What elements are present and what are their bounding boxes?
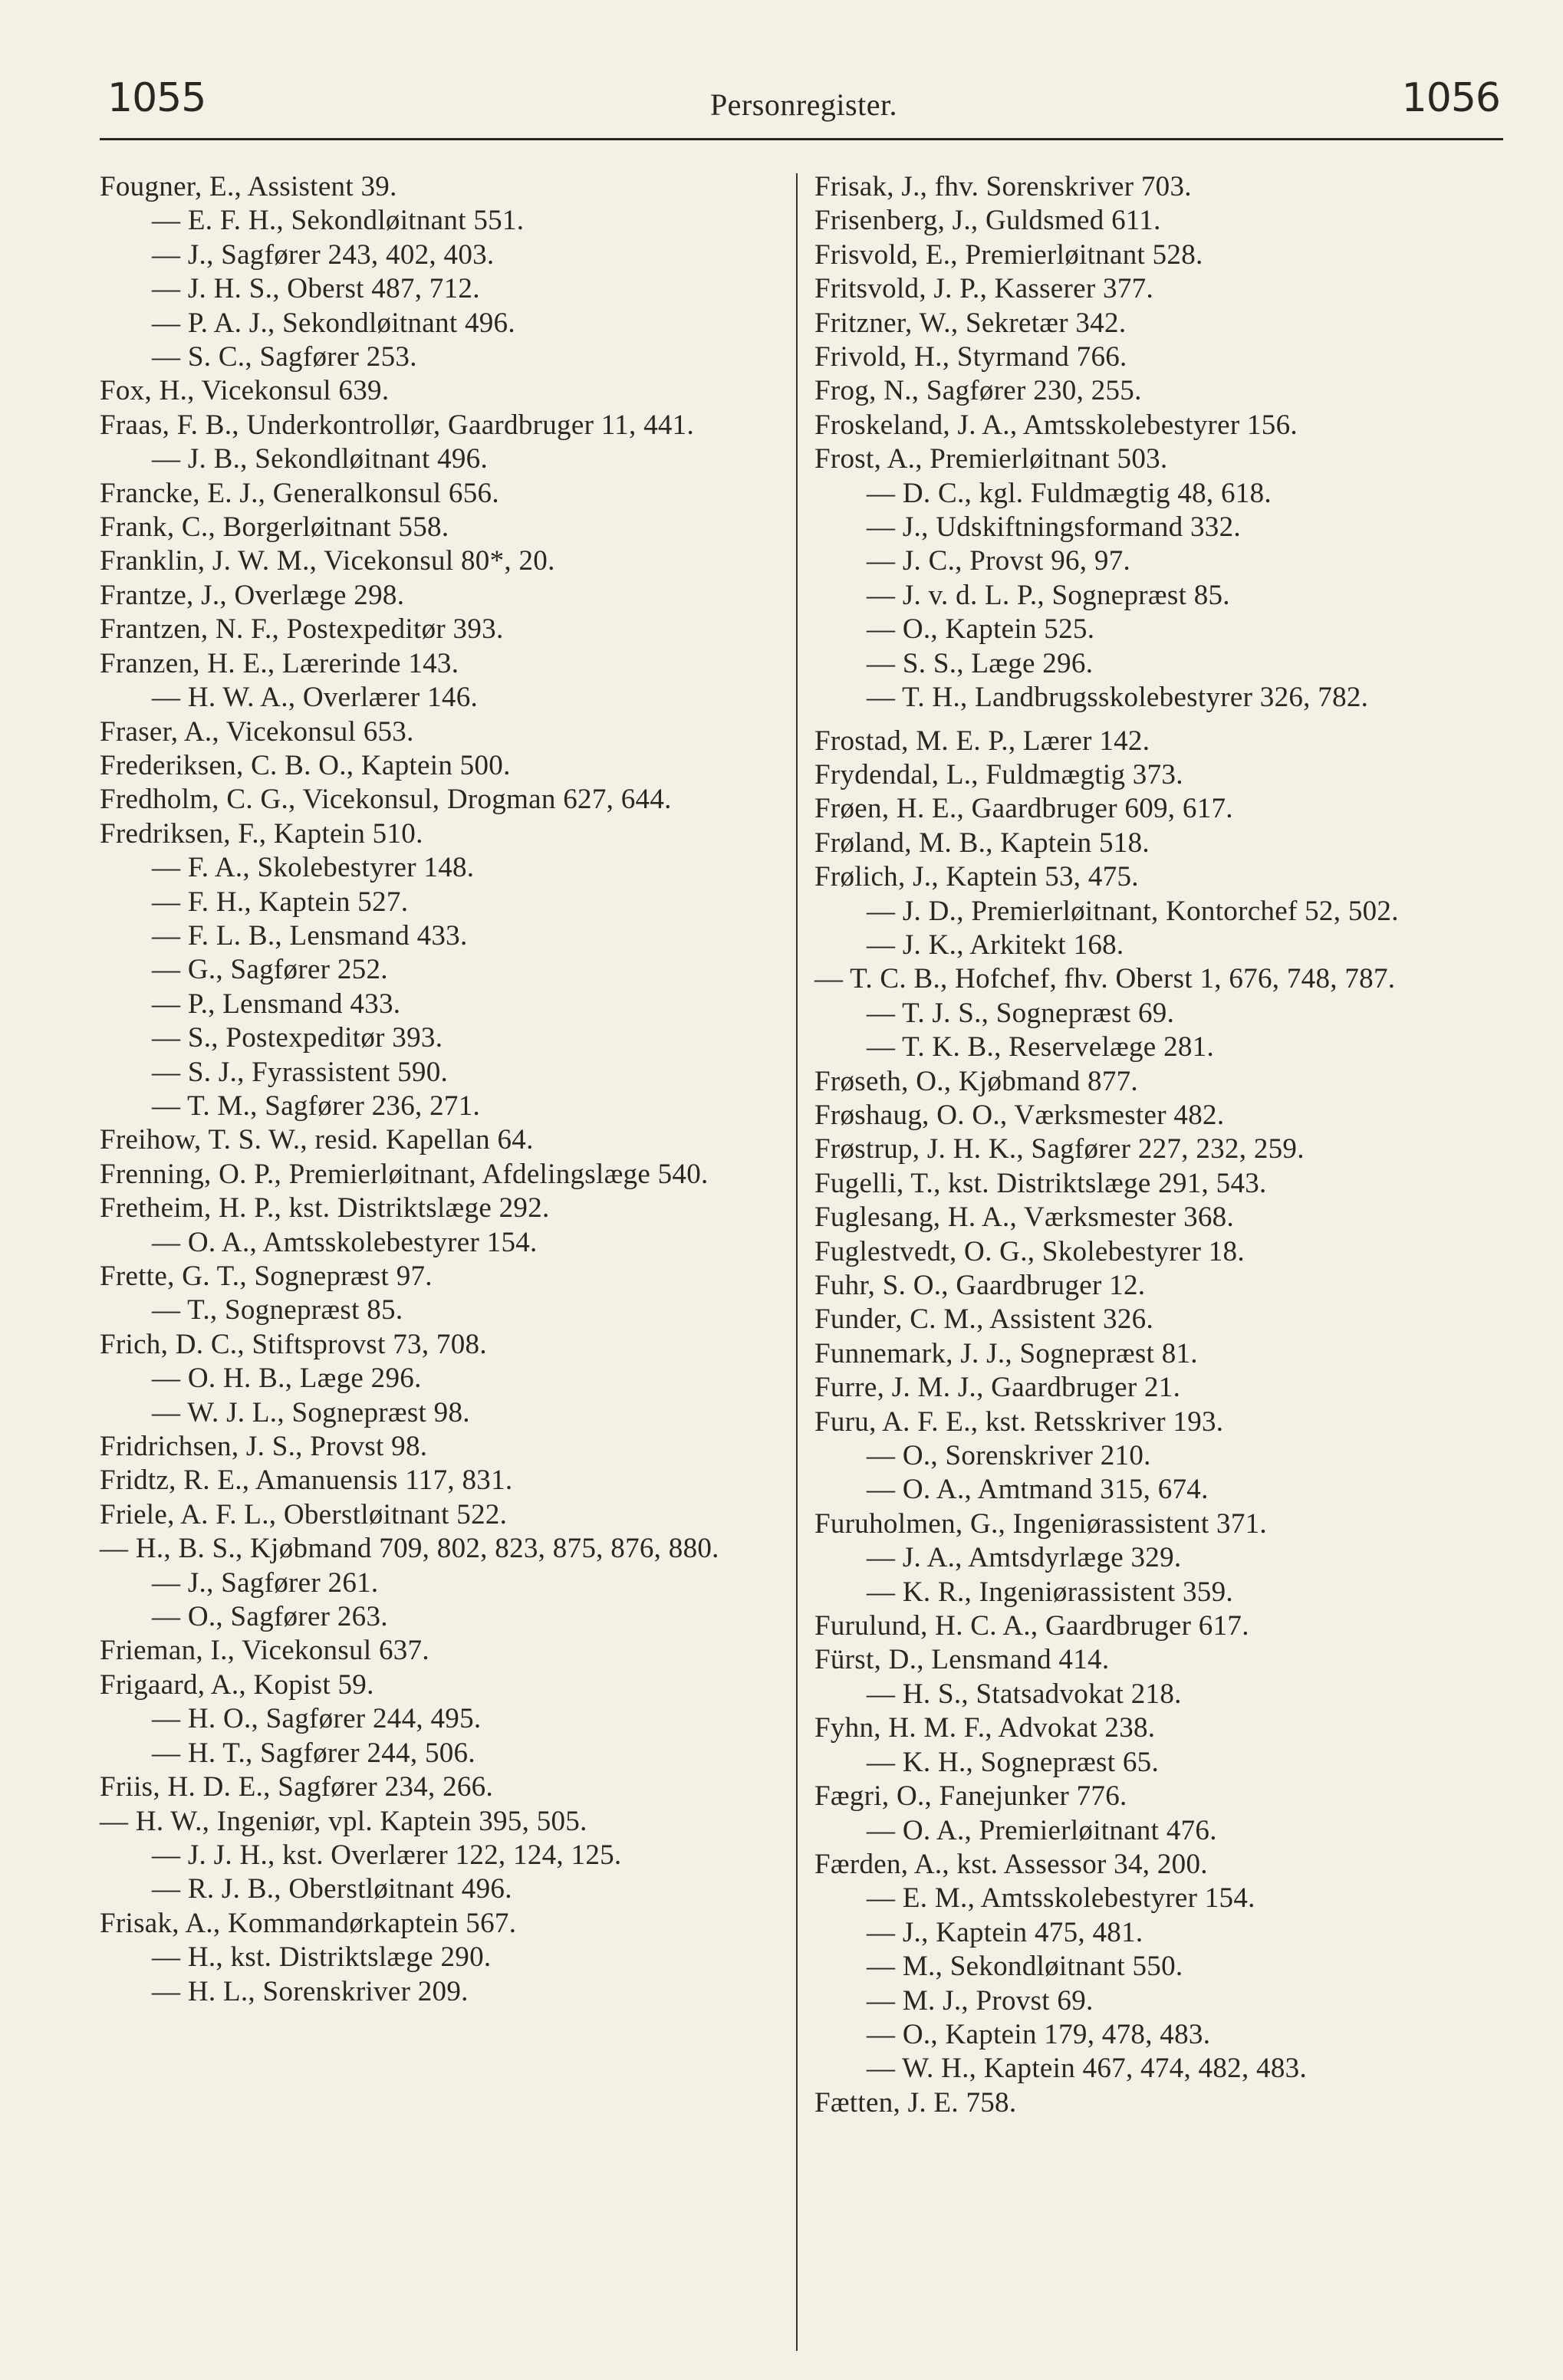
right-page-number: 1056 — [1401, 75, 1500, 121]
register-entry: — T. H., Landbrugsskolebestyrer 326, 782. — [867, 682, 1369, 714]
register-entry: — K. H., Sognepræst 65. — [867, 1746, 1160, 1778]
register-entry: — H. S., Statsadvokat 218. — [867, 1678, 1182, 1710]
register-entry: Frost, A., Premierløitnant 503. — [814, 443, 1168, 475]
register-entry: — W. J. L., Sognepræst 98. — [152, 1396, 470, 1428]
register-entry: Francke, E. J., Generalkonsul 656. — [100, 477, 499, 509]
register-entry: Fugelli, T., kst. Distriktslæge 291, 543. — [814, 1167, 1267, 1199]
register-entry: — J. B., Sekondløitnant 496. — [152, 443, 489, 475]
register-entry: Frisvold, E., Premierløitnant 528. — [814, 238, 1203, 271]
register-entry: Fuglesang, H. A., Værksmester 368. — [814, 1202, 1235, 1234]
register-entry: — E. F. H., Sekondløitnant 551. — [152, 205, 525, 237]
register-entry: — O. A., Premierløitnant 476. — [867, 1814, 1217, 1846]
register-entry: — F. L. B., Lensmand 433. — [152, 919, 468, 952]
register-entry: Fridtz, R. E., Amanuensis 117, 831. — [100, 1464, 513, 1497]
register-entry: Frølich, J., Kaptein 53, 475. — [814, 861, 1139, 893]
register-entry: Fætten, J. E. 758. — [814, 2086, 1017, 2119]
register-entry: Frisenberg, J., Guldsmed 611. — [814, 205, 1161, 237]
register-entry: Fritzner, W., Sekretær 342. — [814, 307, 1127, 339]
column-divider — [796, 173, 798, 2351]
register-entry: Frivold, H., Styrmand 766. — [814, 341, 1127, 373]
register-entry: Fuglestvedt, O. G., Skolebestyrer 18. — [814, 1235, 1245, 1267]
register-entry: — T., Sognepræst 85. — [152, 1294, 403, 1326]
register-entry: Frantze, J., Overlæge 298. — [100, 579, 405, 611]
register-entry: Friele, A. F. L., Oberstløitnant 522. — [100, 1498, 508, 1530]
register-entry: Frantzen, N. F., Postexpeditør 393. — [100, 613, 504, 646]
register-entry: Funnemark, J. J., Sognepræst 81. — [814, 1337, 1198, 1369]
register-entry: Frederiksen, C. B. O., Kaptein 500. — [100, 749, 511, 781]
register-entry: — O. A., Amtmand 315, 674. — [867, 1474, 1209, 1506]
register-entry: — G., Sagfører 252. — [152, 954, 388, 986]
register-entry: Franzen, H. E., Lærerinde 143. — [100, 647, 459, 679]
register-entry: — H. W. A., Overlærer 146. — [152, 682, 479, 714]
page-header — [107, 75, 1500, 136]
register-entry: — T. M., Sagfører 236, 271. — [152, 1090, 481, 1122]
register-entry: Frostad, M. E. P., Lærer 142. — [814, 725, 1150, 757]
page-title: Personregister. — [709, 87, 898, 122]
register-entry: Frisak, A., Kommandørkaptein 567. — [100, 1907, 517, 1939]
register-entry: — O., Kaptein 525. — [867, 613, 1095, 646]
register-entry: Fox, H., Vicekonsul 639. — [100, 375, 390, 407]
register-entry: — H., B. S., Kjøbmand 709, 802, 823, 875, 876, 880. — [100, 1533, 719, 1565]
register-entry: — K. R., Ingeniørassistent 359. — [867, 1576, 1233, 1608]
register-entry: Fraas, F. B., Underkontrollør, Gaardbruger 11, 441. — [100, 409, 695, 441]
register-entry: Færden, A., kst. Assessor 34, 200. — [814, 1848, 1208, 1880]
register-entry: — O., Sagfører 263. — [152, 1601, 388, 1633]
register-entry: — J. A., Amtsdyrlæge 329. — [867, 1542, 1182, 1574]
register-entry: — S. C., Sagfører 253. — [152, 341, 417, 373]
register-entry: Frette, G. T., Sognepræst 97. — [100, 1261, 433, 1292]
register-entry: — F. H., Kaptein 527. — [152, 886, 409, 918]
register-entry: — J. v. d. L. P., Sognepræst 85. — [867, 579, 1230, 611]
register-entry: — J., Kaptein 475, 481. — [867, 1916, 1143, 1948]
register-entry: Frich, D. C., Stiftsprovst 73, 708. — [100, 1328, 487, 1360]
register-entry: — T. C. B., Hofchef, fhv. Oberst 1, 676, 748, 787. — [814, 963, 1396, 995]
register-entry: Fuhr, S. O., Gaardbruger 12. — [814, 1270, 1146, 1301]
register-entry: — J. K., Arkitekt 168. — [867, 929, 1124, 961]
register-entry: Funder, C. M., Assistent 326. — [814, 1303, 1154, 1336]
register-entry: Fritsvold, J. P., Kasserer 377. — [814, 273, 1153, 305]
register-entry: Fridrichsen, J. S., Provst 98. — [100, 1431, 428, 1463]
register-entry: Fraser, A., Vicekonsul 653. — [100, 715, 414, 748]
register-entry: — O., Kaptein 179, 478, 483. — [867, 2018, 1211, 2050]
header-rule — [100, 138, 1503, 140]
register-entry: Furre, J. M. J., Gaardbruger 21. — [814, 1372, 1181, 1404]
register-entry: — J., Sagfører 261. — [152, 1566, 379, 1599]
register-entry: — M., Sekondløitnant 550. — [867, 1951, 1183, 1983]
register-entry: Frog, N., Sagfører 230, 255. — [814, 375, 1142, 407]
register-entry: — J. C., Provst 96, 97. — [867, 545, 1131, 577]
register-entry: — O., Sorenskriver 210. — [867, 1440, 1151, 1472]
register-entry: Fægri, O., Fanejunker 776. — [814, 1780, 1127, 1813]
register-entry: Froskeland, J. A., Amtsskolebestyrer 156. — [814, 409, 1298, 441]
register-entry: Furuholmen, G., Ingeniørassistent 371. — [814, 1507, 1267, 1540]
register-entry: Frøseth, O., Kjøbmand 877. — [814, 1065, 1138, 1097]
register-entry: — H. T., Sagfører 244, 506. — [152, 1737, 475, 1769]
register-entry: — R. J. B., Oberstløitnant 496. — [152, 1873, 512, 1905]
register-entry: — O. H. B., Læge 296. — [152, 1363, 422, 1395]
register-entry: — O. A., Amtsskolebestyrer 154. — [152, 1226, 538, 1258]
register-entry: — P., Lensmand 433. — [152, 988, 401, 1020]
register-entry: — M. J., Provst 69. — [867, 1984, 1094, 2017]
register-entry: — T. J. S., Sognepræst 69. — [867, 997, 1175, 1029]
register-entry: Franklin, J. W. M., Vicekonsul 80*, 20. — [100, 545, 555, 577]
register-entry: — S., Postexpeditør 393. — [152, 1022, 443, 1054]
register-entry: Frigaard, A., Kopist 59. — [100, 1668, 374, 1701]
register-entry: Frøshaug, O. O., Værksmester 482. — [814, 1099, 1225, 1131]
register-entry: — H. L., Sorenskriver 209. — [152, 1975, 469, 2007]
register-entry: — T. K. B., Reservelæge 281. — [867, 1031, 1215, 1063]
register-entry: — J., Sagfører 243, 402, 403. — [152, 238, 495, 271]
register-entry: Furu, A. F. E., kst. Retsskriver 193. — [814, 1405, 1224, 1438]
register-entry: — H. O., Sagfører 244, 495. — [152, 1703, 482, 1735]
register-entry: — H., kst. Distriktslæge 290. — [152, 1941, 492, 1974]
register-entry: — P. A. J., Sekondløitnant 496. — [152, 307, 515, 339]
register-entry: — H. W., Ingeniør, vpl. Kaptein 395, 505. — [100, 1805, 587, 1837]
register-entry: — J. D., Premierløitnant, Kontorchef 52, 502. — [867, 895, 1399, 927]
register-entry: Fredholm, C. G., Vicekonsul, Drogman 627, 644. — [100, 784, 672, 816]
right-column — [814, 170, 1505, 2120]
register-entry: Fredriksen, F., Kaptein 510. — [100, 817, 423, 850]
left-column — [100, 170, 782, 2009]
register-entry: Frank, C., Borgerløitnant 558. — [100, 511, 449, 544]
register-entry: — D. C., kgl. Fuldmægtig 48, 618. — [867, 477, 1272, 509]
register-entry: Freihow, T. S. W., resid. Kapellan 64. — [100, 1124, 534, 1156]
register-entry: — J. H. S., Oberst 487, 712. — [152, 273, 480, 305]
register-entry: — E. M., Amtsskolebestyrer 154. — [867, 1882, 1255, 1915]
register-entry: Frøen, H. E., Gaardbruger 609, 617. — [814, 793, 1233, 825]
register-entry: Furulund, H. C. A., Gaardbruger 617. — [814, 1610, 1249, 1642]
register-entry: Frydendal, L., Fuldmægtig 373. — [814, 758, 1183, 791]
register-entry: Frøstrup, J. H. K., Sagfører 227, 232, 259. — [814, 1133, 1305, 1165]
register-entry: Frisak, J., fhv. Sorenskriver 703. — [814, 171, 1192, 202]
register-entry: — S. S., Læge 296. — [867, 647, 1094, 679]
register-entry: Frøland, M. B., Kaptein 518. — [814, 827, 1150, 859]
register-entry: Fougner, E., Assistent 39. — [100, 171, 397, 202]
register-entry: — W. H., Kaptein 467, 474, 482, 483. — [867, 2053, 1308, 2085]
left-page-number: 1055 — [107, 75, 206, 121]
register-entry: — J., Udskiftningsformand 332. — [867, 511, 1241, 544]
register-entry: — F. A., Skolebestyrer 148. — [152, 852, 475, 884]
register-entry: Frieman, I., Vicekonsul 637. — [100, 1635, 429, 1667]
register-entry: Frenning, O. P., Premierløitnant, Afdelingslæge 540. — [100, 1158, 709, 1190]
register-entry: Fürst, D., Lensmand 414. — [814, 1644, 1110, 1676]
register-entry: — J. J. H., kst. Overlærer 122, 124, 125. — [152, 1839, 622, 1871]
register-entry: — S. J., Fyrassistent 590. — [152, 1056, 449, 1088]
register-entry: Friis, H. D. E., Sagfører 234, 266. — [100, 1771, 494, 1803]
register-entry: Fyhn, H. M. F., Advokat 238. — [814, 1712, 1156, 1744]
register-entry: Fretheim, H. P., kst. Distriktslæge 292. — [100, 1192, 550, 1225]
